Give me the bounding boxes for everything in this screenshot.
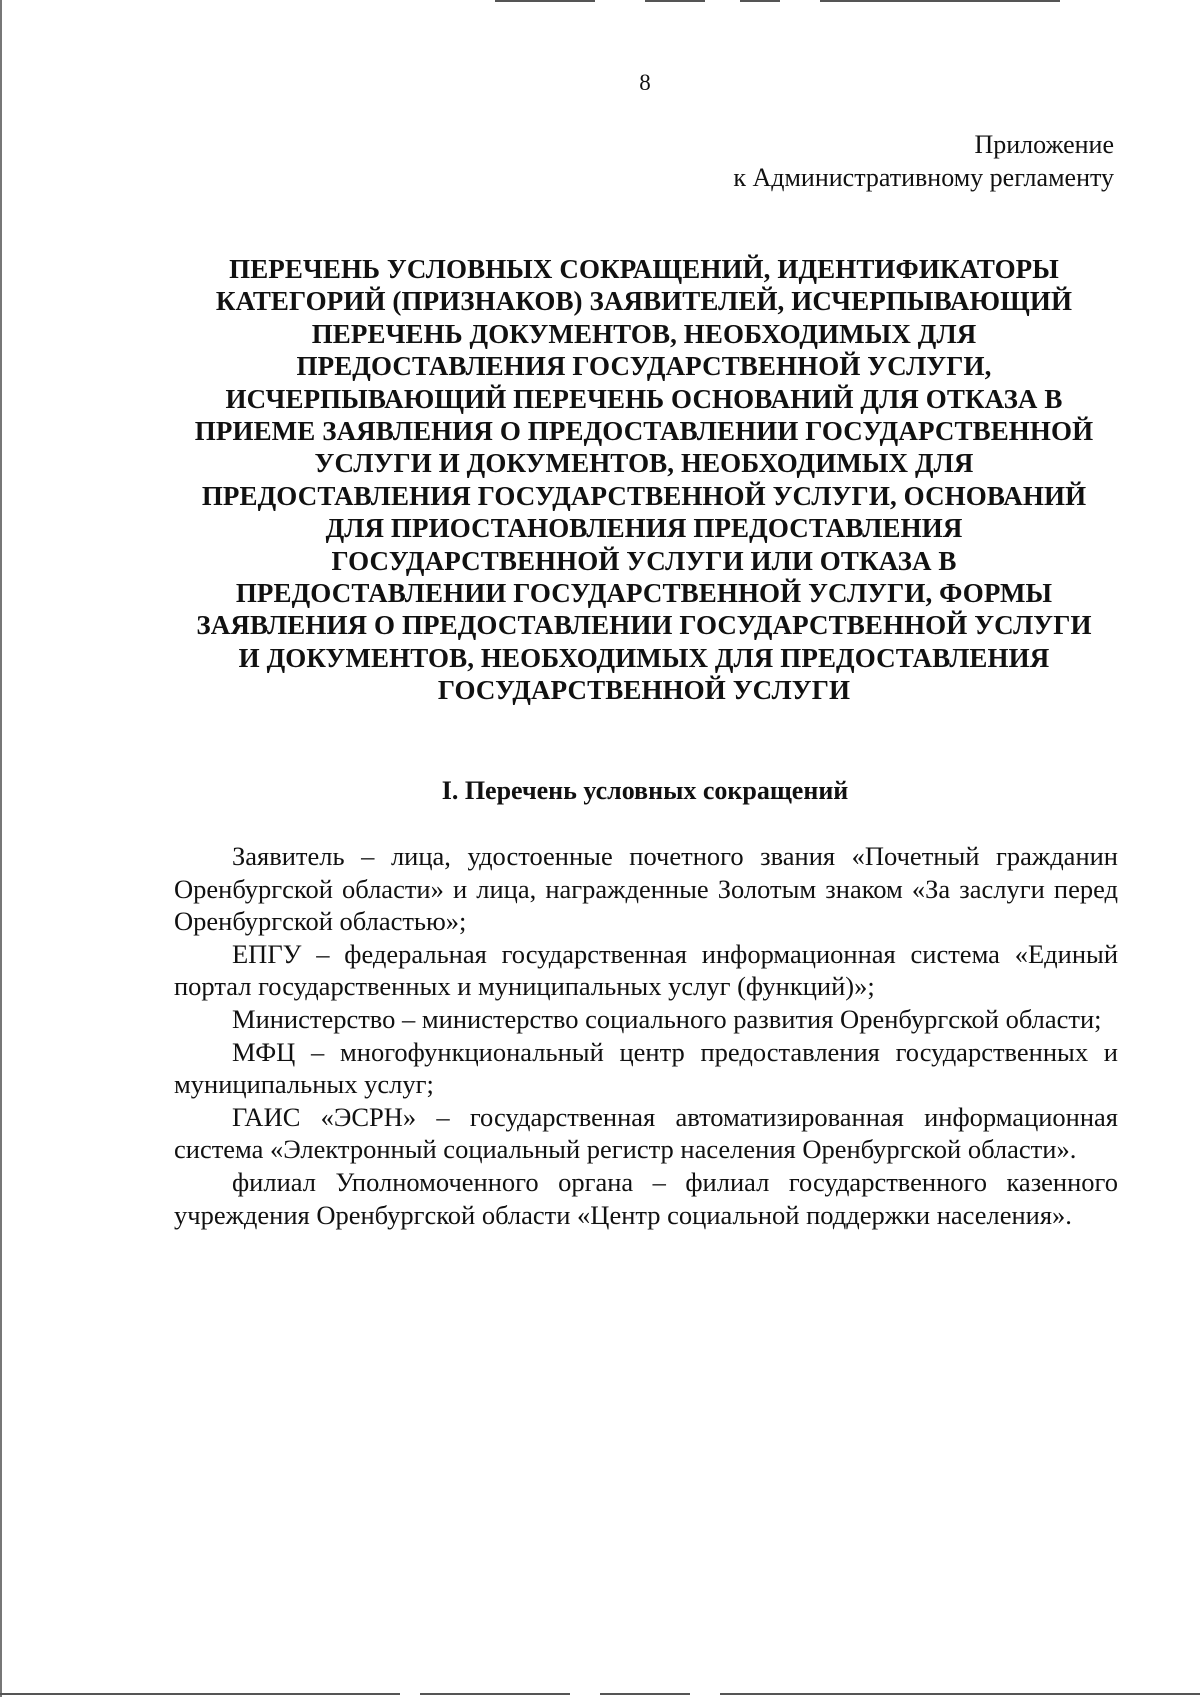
- title-line: ПРЕДОСТАВЛЕНИЯ ГОСУДАРСТВЕННОЙ УСЛУГИ,: [296, 351, 992, 382]
- title-line: ДЛЯ ПРИОСТАНОВЛЕНИЯ ПРЕДОСТАВЛЕНИЯ: [325, 513, 963, 544]
- definition-epgu: ЕПГУ – федеральная государственная информационная система «Единый портал государственных и муниципальных услуг (функций)»;: [174, 938, 1118, 1002]
- scan-edge-left: [0, 0, 2, 1697]
- document-title: [172, 253, 1116, 707]
- scan-mark: [720, 1693, 1200, 1695]
- title-line: ПРИЕМЕ ЗАЯВЛЕНИЯ О ПРЕДОСТАВЛЕНИИ ГОСУДАРСТВЕННОЙ: [194, 416, 1094, 447]
- title-line: И ДОКУМЕНТОВ, НЕОБХОДИМЫХ ДЛЯ ПРЕДОСТАВЛЕНИЯ: [238, 642, 1050, 673]
- page-number: 8: [639, 70, 651, 95]
- scan-mark: [600, 1693, 690, 1695]
- scan-edge-bottom: [0, 1693, 1200, 1697]
- definition-mfc: МФЦ – многофункциональный центр предоставления государственных и муниципальных услуг;: [174, 1036, 1118, 1100]
- title-line: ПРЕДОСТАВЛЕНИЯ ГОСУДАРСТВЕННОЙ УСЛУГИ, ОСНОВАНИЙ: [201, 480, 1087, 511]
- title-line: ПРЕДОСТАВЛЕНИИ ГОСУДАРСТВЕННОЙ УСЛУГИ, ФОРМЫ: [235, 578, 1053, 609]
- title-line: ГОСУДАРСТВЕННОЙ УСЛУГИ: [437, 675, 851, 706]
- title-line: ГОСУДАРСТВЕННОЙ УСЛУГИ ИЛИ ОТКАЗА В: [331, 545, 957, 576]
- title-line: ПЕРЕЧЕНЬ УСЛОВНЫХ СОКРАЩЕНИЙ, ИДЕНТИФИКАТОРЫ: [229, 254, 1059, 284]
- scan-mark: [740, 0, 780, 2]
- scan-mark: [420, 1693, 570, 1695]
- definitions-list: [174, 840, 1118, 1231]
- section-heading: I. Перечень условных сокращений: [441, 776, 849, 805]
- scan-mark: [645, 0, 705, 2]
- scan-mark: [820, 0, 1060, 2]
- scan-mark: [495, 0, 595, 2]
- definition-branch: филиал Уполномоченного органа – филиал государственного казенного учреждения Оренбургской области «Центр социальной поддержки населения».: [174, 1166, 1118, 1230]
- definition-ministry: Министерство – министерство социального развития Оренбургской области;: [232, 1003, 1102, 1034]
- title-line: ИСЧЕРПЫВАЮЩИЙ ПЕРЕЧЕНЬ ОСНОВАНИЙ ДЛЯ ОТКАЗА В: [225, 383, 1063, 414]
- scan-mark: [0, 1693, 400, 1695]
- appendix-line: к Административному регламенту: [733, 163, 1114, 192]
- title-line: КАТЕГОРИЙ (ПРИЗНАКОВ) ЗАЯВИТЕЛЕЙ, ИСЧЕРПЫВАЮЩИЙ: [215, 286, 1073, 317]
- title-line: УСЛУГИ И ДОКУМЕНТОВ, НЕОБХОДИМЫХ ДЛЯ: [314, 448, 974, 479]
- scan-edge-top: [0, 0, 1200, 4]
- appendix-line: Приложение: [974, 130, 1114, 159]
- title-line: ЗАЯВЛЕНИЯ О ПРЕДОСТАВЛЕНИИ ГОСУДАРСТВЕННОЙ УСЛУГИ: [196, 610, 1092, 641]
- definition-applicant: Заявитель – лица, удостоенные почетного звания «Почетный гражданин Оренбургской области» и лица, награжденные Золотым знаком «За заслуги перед Оренбургской областью»;: [174, 841, 1118, 937]
- definition-gais-esrn: ГАИС «ЭСРН» – государственная автоматизированная информационная система «Электронный социальный регистр населения Оренбургской области».: [174, 1101, 1118, 1165]
- title-line: ПЕРЕЧЕНЬ ДОКУМЕНТОВ, НЕОБХОДИМЫХ ДЛЯ: [311, 318, 977, 349]
- appendix-note: [733, 128, 1114, 194]
